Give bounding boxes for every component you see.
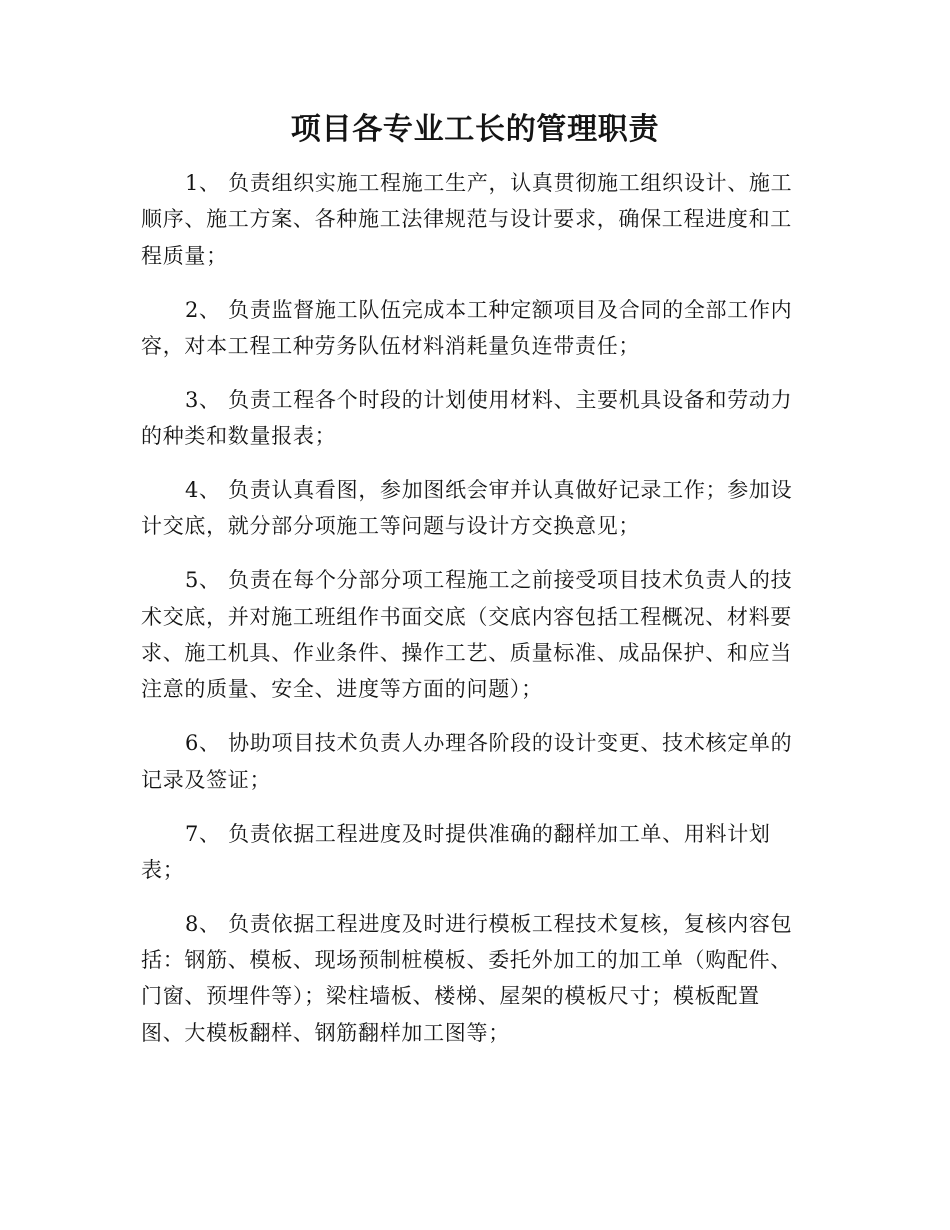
paragraph-line: 括：钢筋、模板、现场预制桩模板、委托外加工的加工单（购配件、 [141, 948, 792, 973]
paragraph-line: 程质量； [141, 243, 228, 268]
paragraph-line: 门窗、预埋件等）；梁柱墙板、楼梯、屋架的模板尺寸；模板配置 [141, 984, 760, 1009]
paragraph-line: 3、 负责工程各个时段的计划使用材料、主要机具设备和劳动力 [185, 387, 793, 412]
paragraph-4 [141, 472, 821, 545]
paragraph-1 [141, 165, 821, 274]
paragraph-line: 表； [141, 857, 185, 882]
paragraph-line: 5、 负责在每个分部分项工程施工之前接受项目技术负责人的技 [185, 568, 793, 593]
paragraph-7 [141, 816, 821, 889]
paragraph-line: 注意的质量、安全、进度等方面的问题）； [141, 677, 543, 702]
paragraph-line: 求、施工机具、作业条件、操作工艺、质量标准、成品保护、和应当 [141, 641, 792, 666]
paragraph-line: 2、 负责监督施工队伍完成本工种定额项目及合同的全部工作内 [185, 297, 793, 322]
paragraph-line: 顺序、施工方案、各种施工法律规范与设计要求，确保工程进度和工 [141, 207, 792, 232]
paragraph-line: 6、 协助项目技术负责人办理各阶段的设计变更、技术核定单的 [185, 731, 793, 756]
paragraph-8 [141, 906, 821, 1051]
paragraph-3 [141, 382, 821, 455]
document-title: 项目各专业工长的管理职责 [290, 112, 660, 147]
paragraph-line: 7、 负责依据工程进度及时提供准确的翻样加工单、用料计划 [185, 821, 771, 846]
paragraph-line: 图、大模板翻样、钢筋翻样加工图等； [141, 1020, 510, 1045]
document-body [141, 165, 821, 1069]
paragraph-line: 的种类和数量报表； [141, 424, 337, 449]
paragraph-line: 容，对本工程工种劳务队伍材料消耗量负连带责任； [141, 333, 641, 358]
paragraph-line: 计交底，就分部分项施工等问题与设计方交换意见； [141, 514, 641, 539]
paragraph-line: 1、 负责组织实施工程施工生产，认真贯彻施工组织设计、施工 [185, 171, 793, 195]
paragraph-line: 8、 负责依据工程进度及时进行模板工程技术复核，复核内容包 [185, 911, 793, 936]
paragraph-5 [141, 562, 821, 707]
paragraph-line: 记录及签证； [141, 767, 272, 792]
paragraph-line: 术交底，并对施工班组作书面交底（交底内容包括工程概况、材料要 [141, 604, 792, 629]
paragraph-2 [141, 292, 821, 365]
paragraph-6 [141, 725, 821, 798]
paragraph-line: 4、 负责认真看图，参加图纸会审并认真做好记录工作；参加设 [185, 478, 793, 503]
